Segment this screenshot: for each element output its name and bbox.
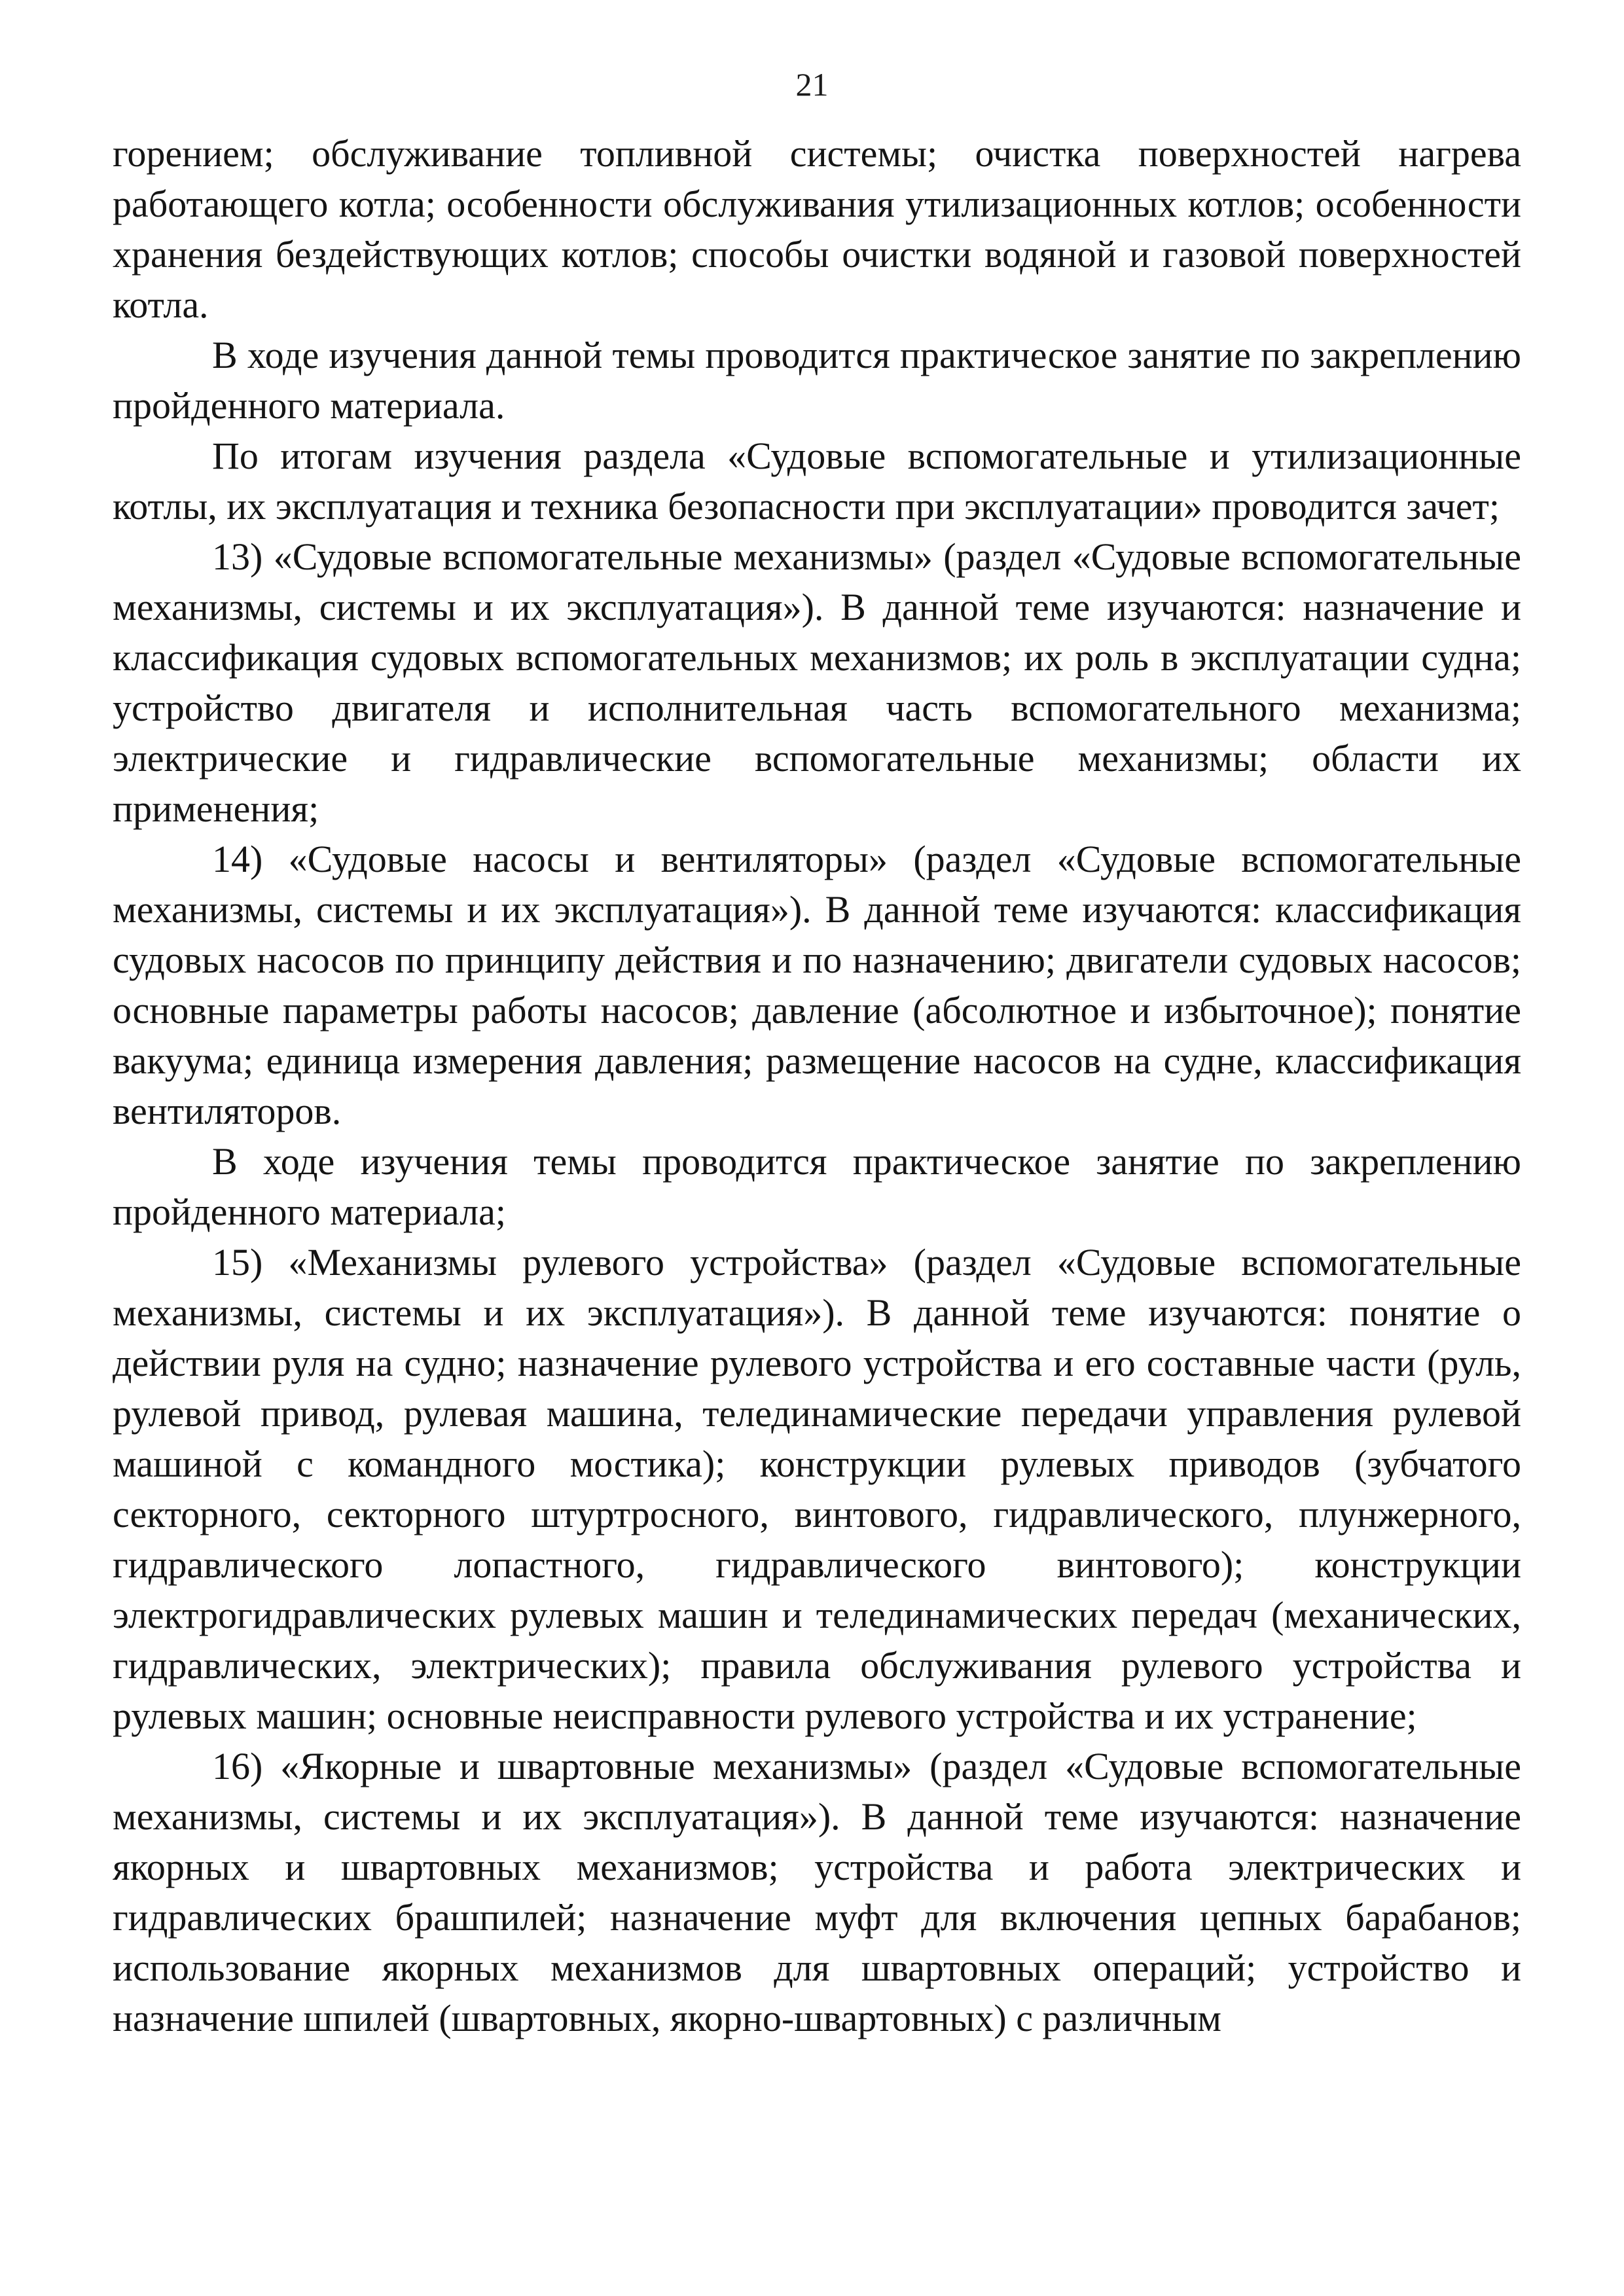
paragraph: По итогам изучения раздела «Судовые вспомогательные и утилизационные котлы, их эксплуатация и техника безопасности при эксплуатации» проводится зачет; <box>113 435 1521 528</box>
paragraph: В ходе изучения данной темы проводится практическое занятие по закреплению пройденного материала. <box>113 334 1521 427</box>
body-text <box>113 128 1521 2043</box>
page-number: 21 <box>795 66 829 103</box>
paragraph: В ходе изучения темы проводится практическое занятие по закреплению пройденного материала; <box>113 1140 1521 1233</box>
paragraph-item-16: 16) «Якорные и швартовные механизмы» (раздел «Судовые вспомогательные механизмы, системы и их эксплуатация»). В данной теме изучаются: назначение якорных и швартовных механизмов; устройства и работа электрических и гидравлических брашпилей; назначение муфт для включения цепных барабанов; использование якорных механизмов для швартовных операций; устройство и назначение шпилей (швартовных, якорно-швартовных) с различным <box>113 1745 1521 2039</box>
paragraph-item-14: 14) «Судовые насосы и вентиляторы» (раздел «Судовые вспомогательные механизмы, системы и их эксплуатация»). В данной теме изучаются: классификация судовых насосов по принципу действия и по назначению; двигатели судовых насосов; основные параметры работы насосов; давление (абсолютное и избыточное); понятие вакуума; единица измерения давления; размещение насосов на судне, классификация вентиляторов. <box>113 838 1521 1132</box>
paragraph-item-13: 13) «Судовые вспомогательные механизмы» (раздел «Судовые вспомогательные механизмы, системы и их эксплуатация»). В данной теме изучаются: назначение и классификация судовых вспомогательных механизмов; их роль в эксплуатации судна; устройство двигателя и исполнительная часть вспомогательного механизма; электрические и гидравлические вспомогательные механизмы; области их применения; <box>113 535 1521 830</box>
paragraph-item-15: 15) «Механизмы рулевого устройства» (раздел «Судовые вспомогательные механизмы, системы и их эксплуатация»). В данной теме изучаются: понятие о действии руля на судно; назначение рулевого устройства и его составные части (руль, рулевой привод, рулевая машина, телединамические передачи управления рулевой машиной с командного мостика); конструкции рулевых приводов (зубчатого секторного, секторного штуртросного, винтового, гидравлического, плунжерного, гидравлического лопастного, гидравлического винтового); конструкции электрогидравлических рулевых машин и телединамических передач (механических, гидравлических, электрических); правила обслуживания рулевого устройства и рулевых машин; основные неисправности рулевого устройства и их устранение; <box>113 1241 1521 1737</box>
paragraph: горением; обслуживание топливной системы; очистка поверхностей нагрева работающего котла; особенности обслуживания утилизационных котлов; особенности хранения бездействующих котлов; способы очистки водяной и газовой поверхностей котла. <box>113 132 1521 326</box>
